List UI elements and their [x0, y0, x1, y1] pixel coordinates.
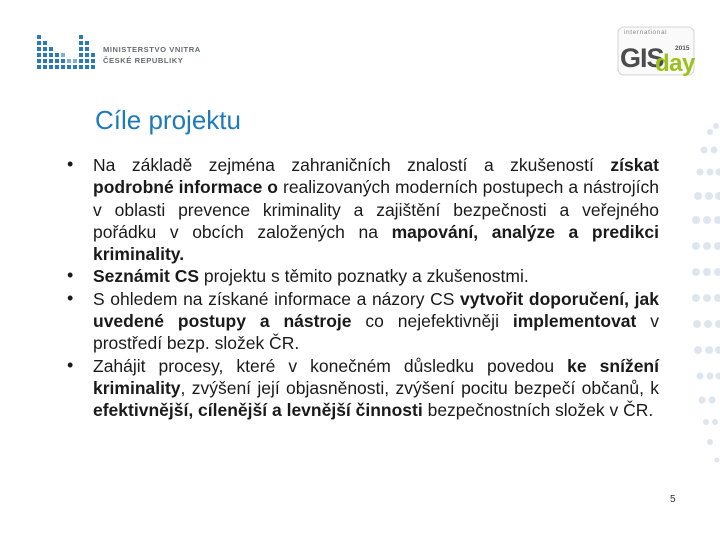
bullet-text: Zahájit procesy, které v konečném důsledku povedou — [93, 355, 568, 376]
bullet-text-bold: implementovat — [512, 311, 637, 332]
bullet-text: co nejefektivněji — [351, 311, 513, 332]
bullet-text-bold: efektivnější, cílenější a levnější činnosti — [93, 400, 423, 421]
bullet-text: , zvýšení její objasněnosti, zvýšení pocitu bezpečí občanů, k — [180, 377, 659, 398]
bullet-text-bold: Seznámit CS — [93, 266, 199, 287]
bullet-text-bold: mapování, analýze a predikci kriminality. — [93, 221, 659, 265]
ministry-dots-icon — [37, 33, 101, 77]
gisday-logo — [617, 26, 695, 76]
ministry-name-line2: ČESKÉ REPUBLIKY — [103, 56, 184, 65]
bullet-text: bezpečnostních složek v ČR. — [422, 400, 654, 421]
bullet-text: projektu s těmito poznatky a zkušenostmi. — [199, 266, 529, 287]
globe-dots-decoration — [688, 120, 720, 500]
bullet-item — [67, 265, 659, 287]
bullet-list — [67, 154, 659, 422]
page-number: 5 — [670, 494, 676, 505]
bullet-item — [67, 354, 659, 422]
gisday-year: 2015 — [675, 45, 690, 52]
bullet-text-bold: ke snížení kriminality — [93, 355, 659, 398]
ministry-name — [103, 44, 201, 66]
bullet-icon: • — [67, 354, 74, 375]
bullet-icon: • — [67, 154, 74, 174]
gisday-gis: GIS — [620, 43, 664, 73]
gisday-international: international — [624, 29, 668, 36]
bullet-icon: • — [67, 287, 74, 308]
bullet-icon: • — [67, 265, 74, 286]
ministry-logo — [37, 33, 237, 77]
bullet-item — [67, 154, 659, 265]
bullet-text: S ohledem na získané informace a názory CS — [93, 288, 461, 309]
bullet-text-bold: získat podrobné informace o — [93, 155, 659, 198]
bullet-text: realizovaných moderních postupech a nástrojích v oblasti prevence kriminality a zajištění bezpečnosti a veřejného pořádku v obcích založených na — [93, 177, 659, 242]
ministry-name-line1: MINISTERSTVO VNITRA — [103, 45, 201, 54]
slide-title: Cíle projektu — [95, 105, 241, 135]
bullet-text-bold: vytvořit doporučení, jak uvedené postupy a nástroje — [93, 288, 659, 332]
gisday-day: day — [655, 50, 695, 77]
bullet-text: v prostředí bezp. složek ČR. — [93, 311, 659, 354]
bullet-text: Na základě zejména zahraničních znalostí a zkušeností — [93, 155, 611, 175]
bullet-item — [67, 287, 659, 355]
